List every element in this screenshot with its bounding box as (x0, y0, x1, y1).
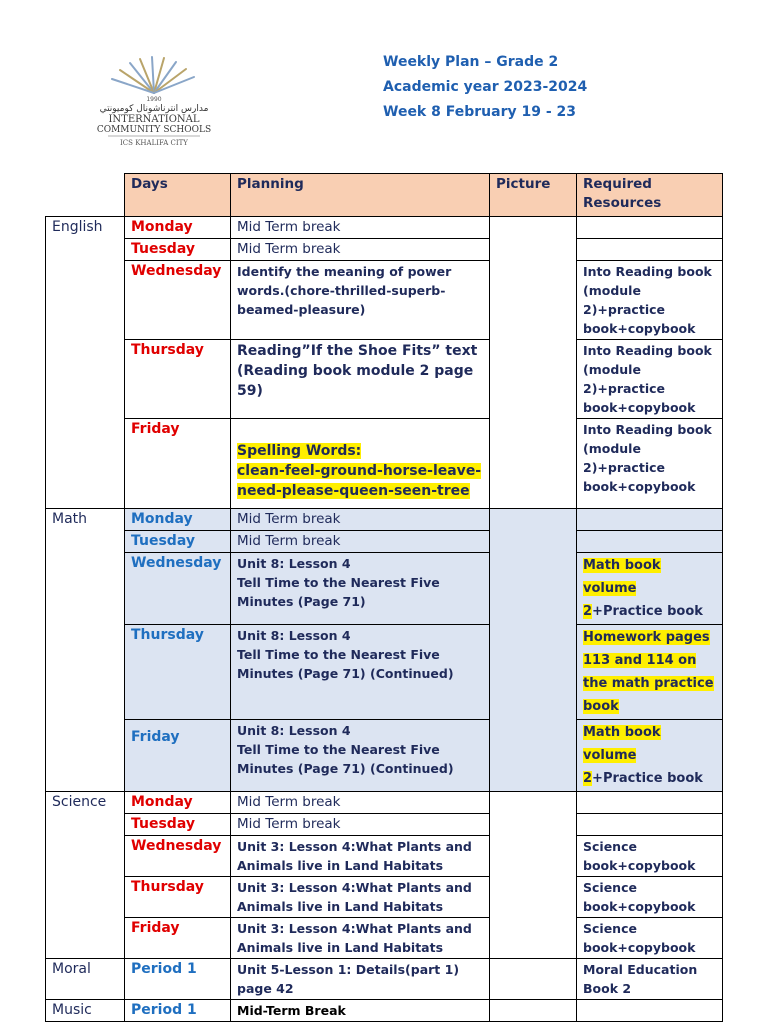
resources-cell (577, 509, 723, 531)
table-row (46, 531, 723, 553)
day-cell: Thursday (125, 340, 231, 419)
column-picture: Picture (490, 174, 577, 217)
lesson-title: Unit 8: Lesson 4 (237, 556, 351, 571)
table-row (46, 553, 723, 625)
planning-cell (231, 625, 490, 720)
spelling-label: Spelling Words: (237, 443, 362, 459)
lesson-detail: Tell Time to the Nearest Five Minutes (Page 71) (Continued) (237, 742, 454, 776)
day-cell: Thursday (125, 877, 231, 918)
lesson-title: Unit 8: Lesson 4 (237, 723, 351, 738)
table-row (46, 1000, 723, 1022)
table-row (46, 509, 723, 531)
day-cell: Period 1 (125, 1000, 231, 1022)
resources-cell: Moral Education Book 2 (577, 959, 723, 1000)
week-dates: Week 8 February 19 - 23 (383, 104, 576, 120)
day-cell: Wednesday (125, 261, 231, 340)
day-cell: Wednesday (125, 553, 231, 625)
table-row (46, 918, 723, 959)
planning-cell: Mid Term break (231, 217, 490, 239)
table-row (46, 720, 723, 792)
picture-cell (490, 509, 577, 792)
table-row (46, 877, 723, 918)
header-blank-cell (46, 174, 125, 217)
resources-cell (577, 720, 723, 792)
resources-cell (577, 792, 723, 814)
column-resources: Required Resources (577, 174, 723, 217)
column-planning: Planning (231, 174, 490, 217)
resource-highlight: Homework pages 113 and 114 on the math practice book (583, 630, 714, 714)
table-row (46, 625, 723, 720)
lesson-detail: Tell Time to the Nearest Five Minutes (Page 71) (237, 575, 440, 609)
resource-highlight: Math book volume 2 (583, 558, 661, 619)
resources-cell (577, 239, 723, 261)
planning-cell: Mid-Term Break (231, 1000, 490, 1022)
school-logo (68, 55, 240, 153)
school-logo-emblem (68, 55, 240, 153)
day-cell: Monday (125, 509, 231, 531)
planning-cell: Unit 3: Lesson 4:What Plants and Animals live in Land Habitats (231, 918, 490, 959)
subject-music: Music (46, 1000, 125, 1022)
planning-cell: Reading”If the Shoe Fits” text (Reading book module 2 page 59) (231, 340, 490, 419)
table-row (46, 261, 723, 340)
day-cell: Wednesday (125, 836, 231, 877)
academic-year: Academic year 2023-2024 (383, 79, 588, 95)
resources-cell: Into Reading book (module 2)+practice book+copybook (577, 261, 723, 340)
day-cell: Friday (125, 918, 231, 959)
resource-highlight: Math book volume 2 (583, 725, 661, 786)
weekly-plan-table (45, 173, 723, 1022)
picture-cell (490, 217, 577, 509)
planning-cell: Mid Term break (231, 531, 490, 553)
day-cell: Friday (125, 720, 231, 792)
resources-cell (577, 553, 723, 625)
svg-text:مدارس انترناشونال كوميونتي: مدارس انترناشونال كوميونتي (99, 104, 209, 114)
planning-cell: Unit 3: Lesson 4:What Plants and Animals live in Land Habitats (231, 836, 490, 877)
svg-text:1990: 1990 (146, 96, 162, 103)
subject-english: English (46, 217, 125, 509)
planning-cell (231, 419, 490, 509)
column-days: Days (125, 174, 231, 217)
picture-cell (490, 1000, 577, 1022)
resources-cell (577, 531, 723, 553)
planning-cell: Unit 3: Lesson 4:What Plants and Animals live in Land Habitats (231, 877, 490, 918)
lesson-detail: Tell Time to the Nearest Five Minutes (Page 71) (Continued) (237, 647, 454, 681)
resources-cell (577, 1000, 723, 1022)
planning-cell (231, 720, 490, 792)
table-row (46, 340, 723, 419)
resources-cell (577, 217, 723, 239)
resource-extra: +Practice book (592, 604, 703, 619)
plan-header (383, 50, 587, 125)
svg-text:ICS KHALIFA CITY: ICS KHALIFA CITY (120, 139, 188, 147)
svg-text:INTERNATIONAL: INTERNATIONAL (108, 114, 200, 125)
planning-cell (231, 553, 490, 625)
planning-cell: Unit 5-Lesson 1: Details(part 1) page 42 (231, 959, 490, 1000)
picture-cell (490, 959, 577, 1000)
subject-math: Math (46, 509, 125, 792)
resource-extra: +Practice book (592, 771, 703, 786)
table-row (46, 792, 723, 814)
resources-cell (577, 814, 723, 836)
svg-text:COMMUNITY SCHOOLS: COMMUNITY SCHOOLS (96, 125, 212, 135)
planning-cell: Mid Term break (231, 792, 490, 814)
resources-cell (577, 625, 723, 720)
day-cell: Thursday (125, 625, 231, 720)
day-cell: Tuesday (125, 239, 231, 261)
table-row (46, 836, 723, 877)
plan-title: Weekly Plan – Grade 2 (383, 54, 559, 70)
day-cell: Monday (125, 792, 231, 814)
planning-cell: Mid Term break (231, 239, 490, 261)
day-cell: Monday (125, 217, 231, 239)
table-row (46, 217, 723, 239)
day-cell: Period 1 (125, 959, 231, 1000)
spelling-words: clean-feel-ground-horse-leave-need-please-queen-seen-tree (237, 463, 482, 499)
resources-cell: Into Reading book (module 2)+practice book+copybook (577, 340, 723, 419)
planning-cell: Mid Term break (231, 814, 490, 836)
resources-cell: Science book+copybook (577, 836, 723, 877)
planning-cell: Identify the meaning of power words.(chore-thrilled-superb-beamed-pleasure) (231, 261, 490, 340)
resources-cell: Science book+copybook (577, 918, 723, 959)
resources-cell: Into Reading book (module 2)+practice book+copybook (577, 419, 723, 509)
picture-cell (490, 792, 577, 959)
subject-moral: Moral (46, 959, 125, 1000)
day-cell: Tuesday (125, 531, 231, 553)
subject-science: Science (46, 792, 125, 959)
table-row (46, 239, 723, 261)
lesson-title: Unit 8: Lesson 4 (237, 628, 351, 643)
day-cell: Friday (125, 419, 231, 509)
table-row (46, 814, 723, 836)
resources-cell: Science book+copybook (577, 877, 723, 918)
table-row (46, 959, 723, 1000)
table-row (46, 419, 723, 509)
table-header-row (46, 174, 723, 217)
day-cell: Tuesday (125, 814, 231, 836)
planning-cell: Mid Term break (231, 509, 490, 531)
